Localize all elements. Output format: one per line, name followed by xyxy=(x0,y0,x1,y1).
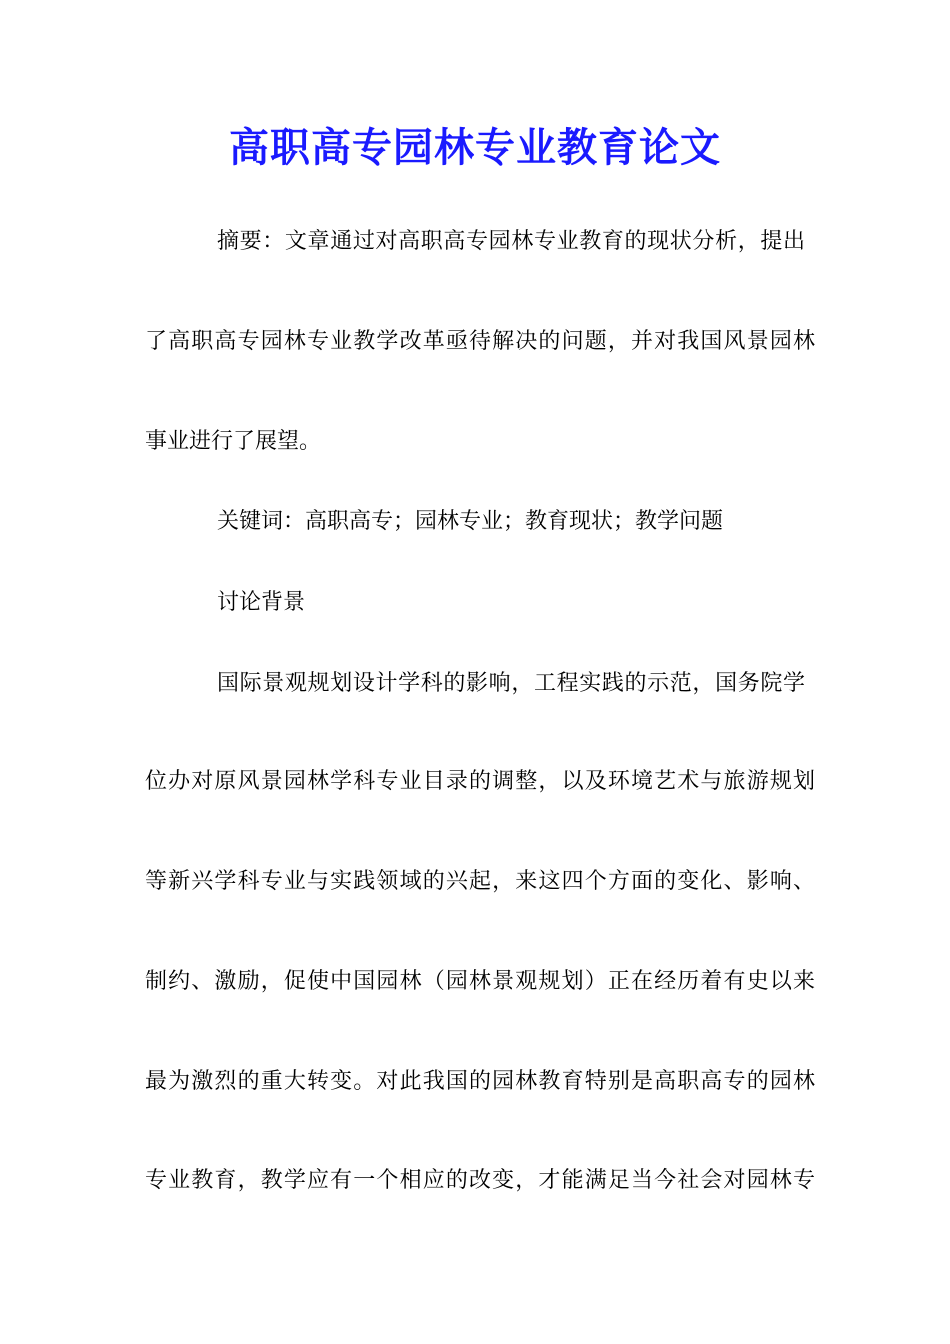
keywords-line: 关键词：高职高专；园林专业；教育现状；教学问题 xyxy=(217,509,724,534)
body-line: 最为激烈的重大转变。对此我国的园林教育特别是高职高专的园林 xyxy=(145,1069,815,1094)
abstract-line: 了高职高专园林专业教学改革亟待解决的问题，并对我国风景园林 xyxy=(145,329,815,354)
abstract-line: 摘要：文章通过对高职高专园林专业教育的现状分析，提出 xyxy=(217,229,805,254)
document-title: 高职高专园林专业教育论文 xyxy=(229,124,721,171)
body-line: 专业教育，教学应有一个相应的改变，才能满足当今社会对园林专 xyxy=(145,1168,815,1193)
abstract-line: 事业进行了展望。 xyxy=(145,429,322,454)
section-heading: 讨论背景 xyxy=(217,590,306,615)
body-line: 位办对原风景园林学科专业目录的调整，以及环境艺术与旅游规划 xyxy=(145,769,815,794)
body-line: 等新兴学科专业与实践领域的兴起，来这四个方面的变化、影响、 xyxy=(145,869,815,894)
body-line: 国际景观规划设计学科的影响，工程实践的示范，国务院学 xyxy=(217,671,805,696)
body-line: 制约、激励，促使中国园林（园林景观规划）正在经历着有史以来 xyxy=(145,969,815,994)
